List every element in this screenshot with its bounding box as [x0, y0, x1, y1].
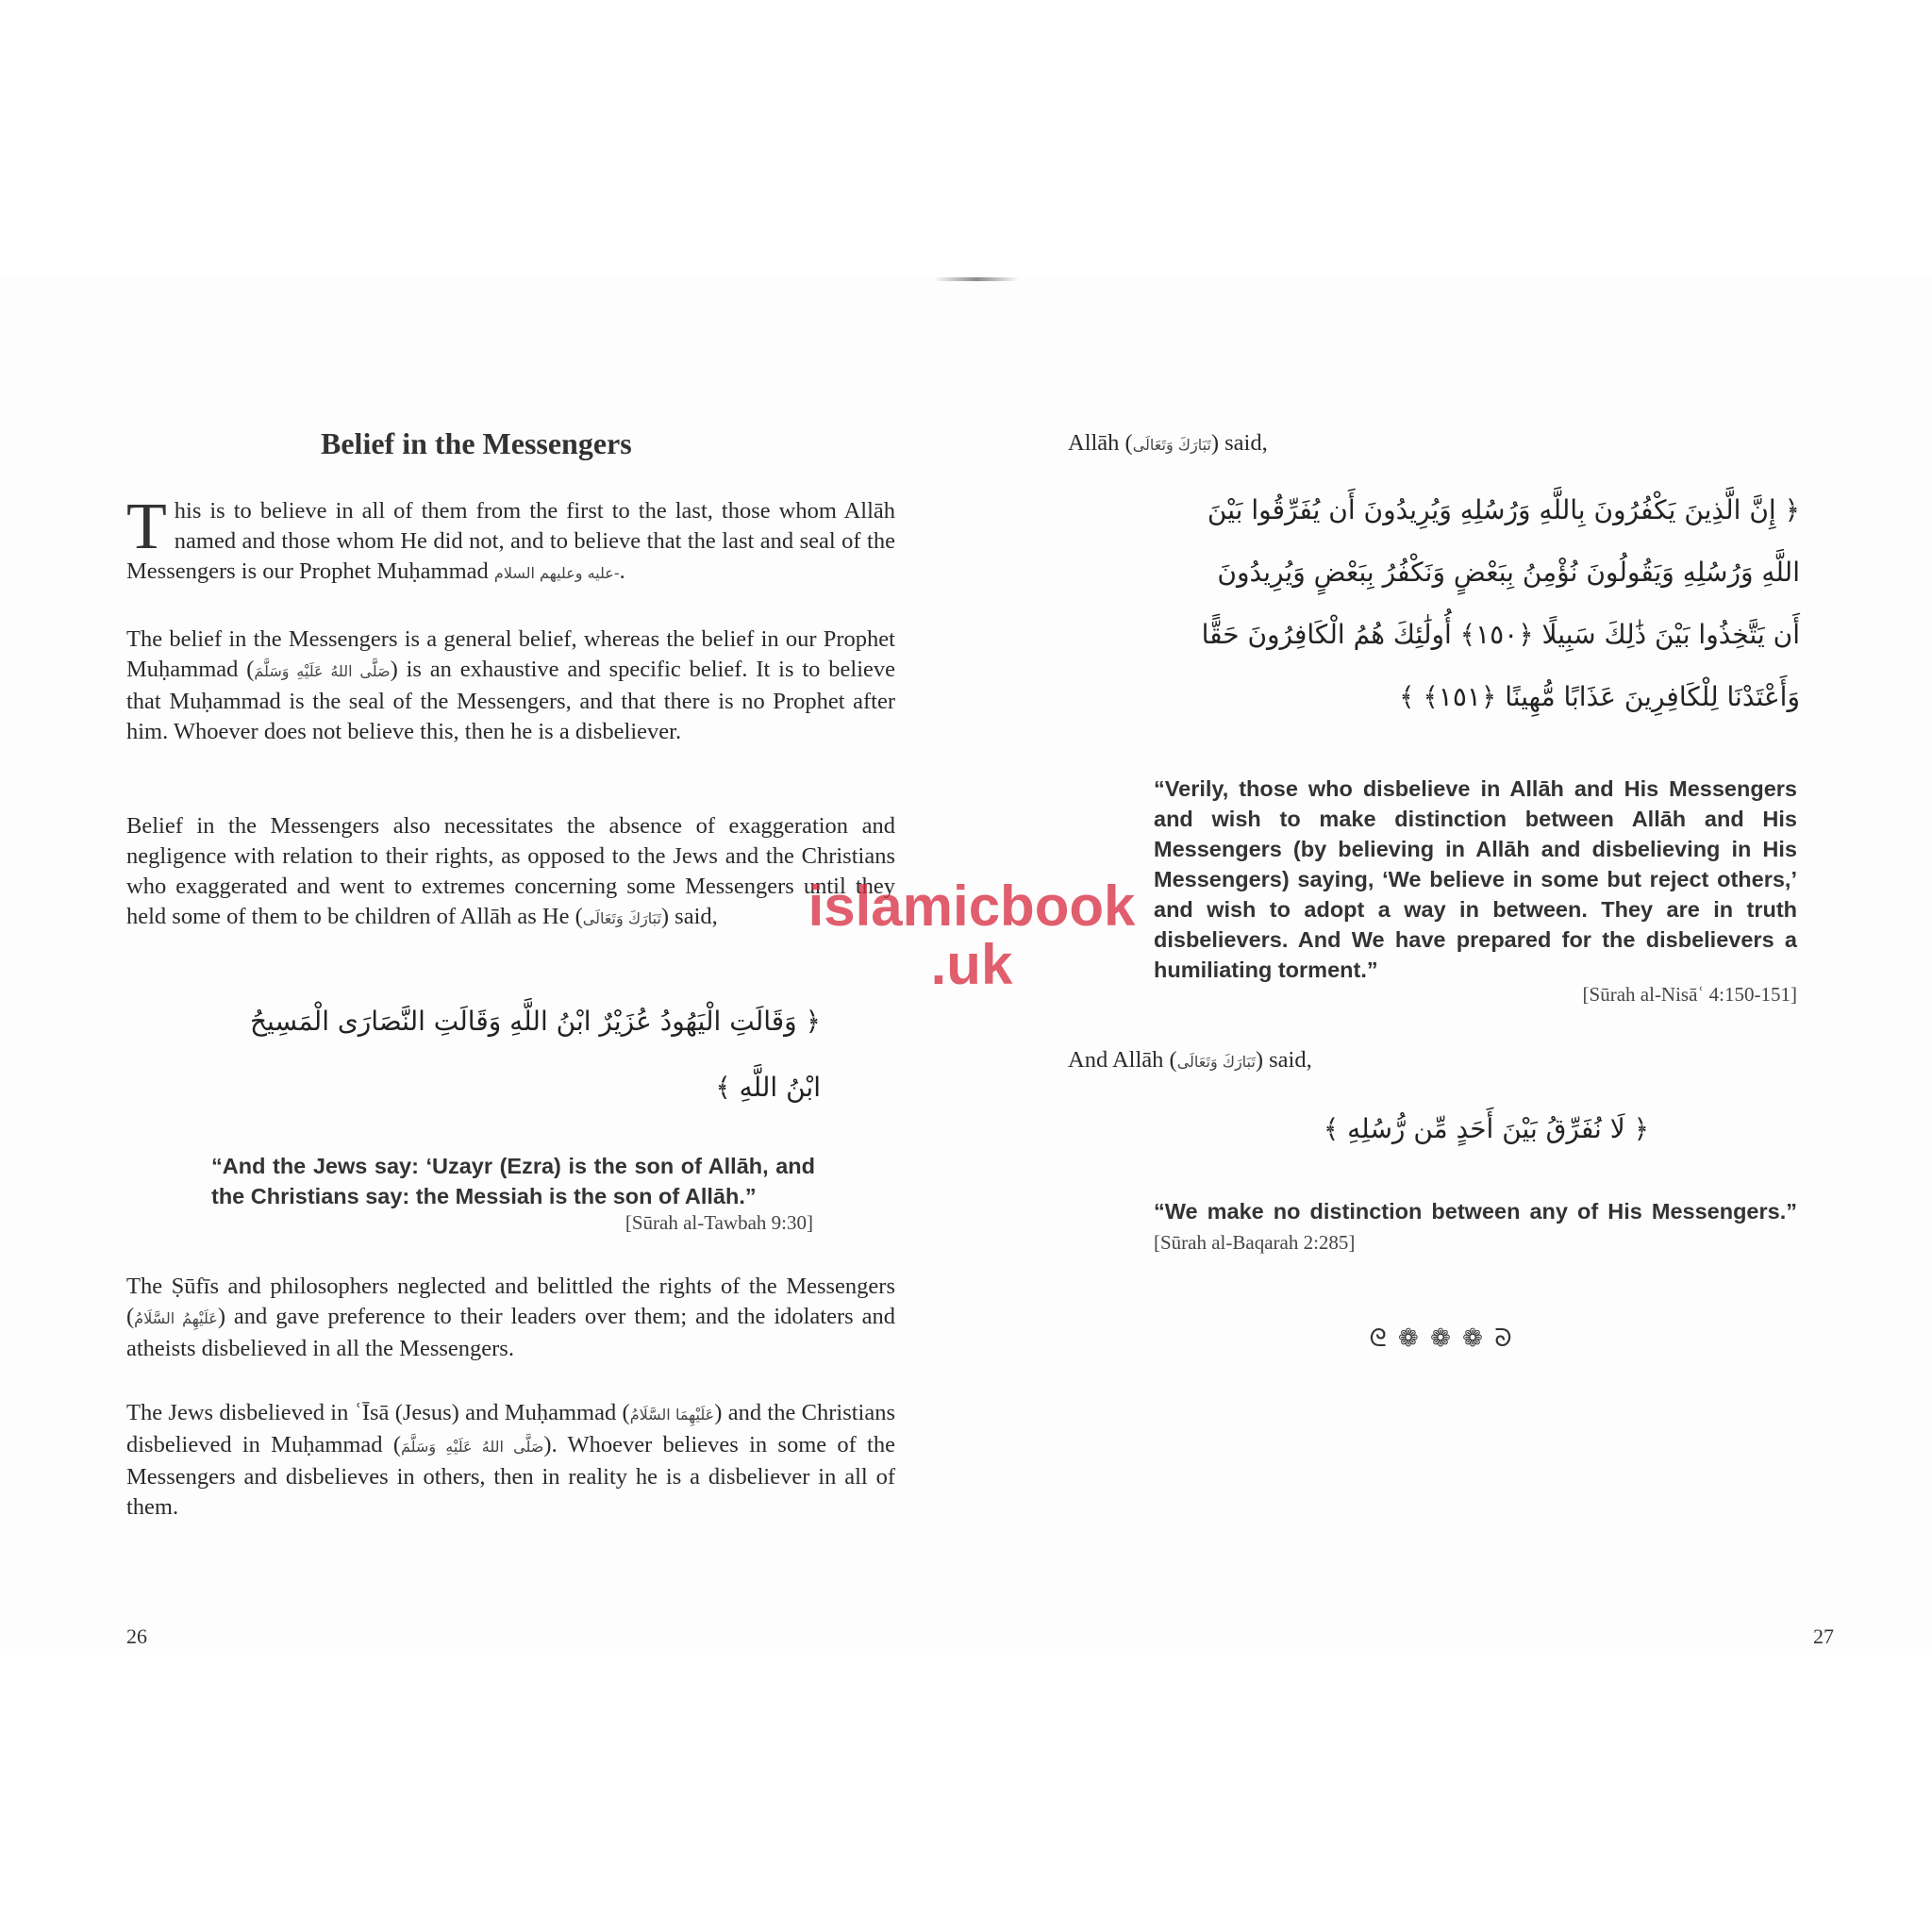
paragraph-text: ) said,	[660, 904, 718, 929]
paragraph-text: ). Whoever believes in some of the Messengers and disbelieves in others, then in reality he is a disbeliever in all of them.	[126, 1432, 895, 1520]
paragraph-text: Belief in the Messengers also necessitates the absence of exaggeration and negligence with relation to their rights, as opposed to the Jews and the Christians who exaggerated and went to extremes concerning some Messengers until they held some of them to be children of Allāh as He (	[126, 813, 895, 929]
honorific-arabic: صَلَّى اللهُ عَلَيْهِ وَسَلَّمَ	[400, 1438, 544, 1456]
paragraph-text: ) said,	[1255, 1047, 1312, 1073]
verse-translation	[1154, 1196, 1797, 1257]
page-title: Belief in the Messengers	[321, 426, 632, 460]
paragraph-exaggeration	[126, 811, 895, 934]
verse-reference: [Sūrah al-Nisāʿ 4:150-151]	[1582, 983, 1797, 1006]
paragraph-text: ) and gave preference to their leaders over them; and the idolaters and atheists disbelieved in all the Messengers.	[126, 1304, 896, 1361]
section-divider-ornament: ᘓ ❁ ❁ ❁ ᘐ	[1369, 1324, 1514, 1353]
paragraph-text: The Ṣūfīs and philosophers neglected and belittled the rights of the Messengers (	[126, 1274, 895, 1329]
page-number: 27	[1813, 1624, 1834, 1648]
verse-translation: “Verily, those who disbelieve in Allāh and His Messengers and wish to make distinction between Allāh and His Messengers (by believing in Allāh and disbelieving in His Messengers) saying, ‘We believe in some but reject others,’ and wish to adopt a way in between. They are in truth disbelievers. And We have prepared for the disbelievers a humiliating torment.”	[1154, 776, 1797, 982]
honorific-arabic: عَلَيْهِمُ السَّلَامُ	[134, 1309, 218, 1327]
verse-reference: [Sūrah al-Tawbah 9:30]	[625, 1211, 813, 1234]
arabic-verse-line: اللَّهِ وَرُسُلِهِ وَيَقُولُونَ نُؤْمِنُ بِبَعْضٍ وَنَكْفُرُ بِبَعْضٍ وَيُرِيدُونَ	[1217, 557, 1800, 588]
honorific-arabic: عَلَيْهِمَا السَّلَامُ	[629, 1406, 715, 1424]
paragraph-text: ) said,	[1210, 430, 1268, 456]
paragraph-text: his is to believe in all of them from the first to the last, those whom Allāh named and those whom He did not, and to believe that the last and seal of the Messengers is our Prophet Muḥammad	[126, 498, 895, 584]
arabic-verse-line: ﴿ وَقَالَتِ الْيَهُودُ عُزَيْرٌ ابْنُ اللَّهِ وَقَالَتِ النَّصَارَى الْمَسِيحُ	[249, 1006, 821, 1037]
arabic-verse-line: أَن يَتَّخِذُوا بَيْنَ ذَٰلِكَ سَبِيلًا ﴿١٥٠﴾ أُولَٰئِكَ هُمُ الْكَافِرُونَ حَقًّا	[1201, 619, 1800, 650]
watermark-line: .uk	[930, 933, 1013, 996]
honorific-arabic: تَبَارَكَ وَتَعَالَى	[1176, 1053, 1256, 1071]
paragraph-text: The belief in the Messengers is a general belief, whereas the belief in our Prophet Muḥammad (	[126, 626, 895, 682]
paragraph-text: .	[619, 558, 625, 584]
honorific-arabic: -عليه وعليهم السلام	[493, 564, 620, 582]
verse-intro	[1068, 1045, 1445, 1077]
honorific-arabic: تَبَارَكَ وَتَعَالَى	[582, 909, 661, 927]
page-number: 26	[126, 1624, 147, 1648]
arabic-verse-line: ﴿ لَا نُفَرِّقُ بَيْنَ أَحَدٍ مِّن رُّسُلِهِ ﴾	[1323, 1113, 1649, 1144]
verse-intro	[1068, 428, 1445, 460]
verse-translation: “And the Jews say: ‘Uzayr (Ezra) is the son of Allāh, and the Christians say: the Messiah is the son of Allāh.”	[211, 1154, 815, 1208]
paragraph-text: And Allāh (	[1068, 1047, 1177, 1073]
arabic-verse-line: وَأَعْتَدْنَا لِلْكَافِرِينَ عَذَابًا مُّهِينًا ﴿١٥١﴾ ﴾	[1399, 681, 1800, 712]
paragraph-jews-christians	[126, 1398, 895, 1523]
honorific-arabic: صَلَّى اللهُ عَلَيْهِ وَسَلَّمَ	[254, 662, 391, 680]
verse-reference: [Sūrah al-Baqarah 2:285]	[1154, 1231, 1356, 1254]
paragraph-general-belief	[126, 625, 895, 747]
arabic-verse-line: ابْنُ اللَّهِ ﴾	[715, 1072, 821, 1103]
paragraph-text: ) is an exhaustive and specific belief. It is to believe that Muḥammad is the seal of the Messengers, and that there is no Prophet after him. Whoever does not believe this, then he is a disbeliever.	[126, 657, 895, 744]
honorific-arabic: تَبَارَكَ وَتَعَالَى	[1132, 436, 1211, 454]
watermark	[792, 874, 1151, 996]
paragraph-intro	[126, 491, 895, 589]
paragraph-text: ) and the Christians disbelieved in Muḥammad (	[126, 1400, 896, 1457]
verse-translation-text: “We make no distinction between any of His Messengers.”	[1154, 1199, 1797, 1224]
watermark-line: islamicbook	[808, 874, 1136, 938]
paragraph-sufis	[126, 1272, 895, 1364]
paragraph-text: The Jews disbelieved in ʿĪsā (Jesus) and Muḥammad (	[126, 1400, 630, 1425]
paragraph-text: Allāh (	[1068, 430, 1133, 456]
arabic-verse-line: ﴿ إِنَّ الَّذِينَ يَكْفُرُونَ بِاللَّهِ وَرُسُلِهِ وَيُرِيدُونَ أَن يُفَرِّقُوا بَيْنَ	[1207, 494, 1800, 525]
drop-cap: T	[126, 491, 167, 563]
